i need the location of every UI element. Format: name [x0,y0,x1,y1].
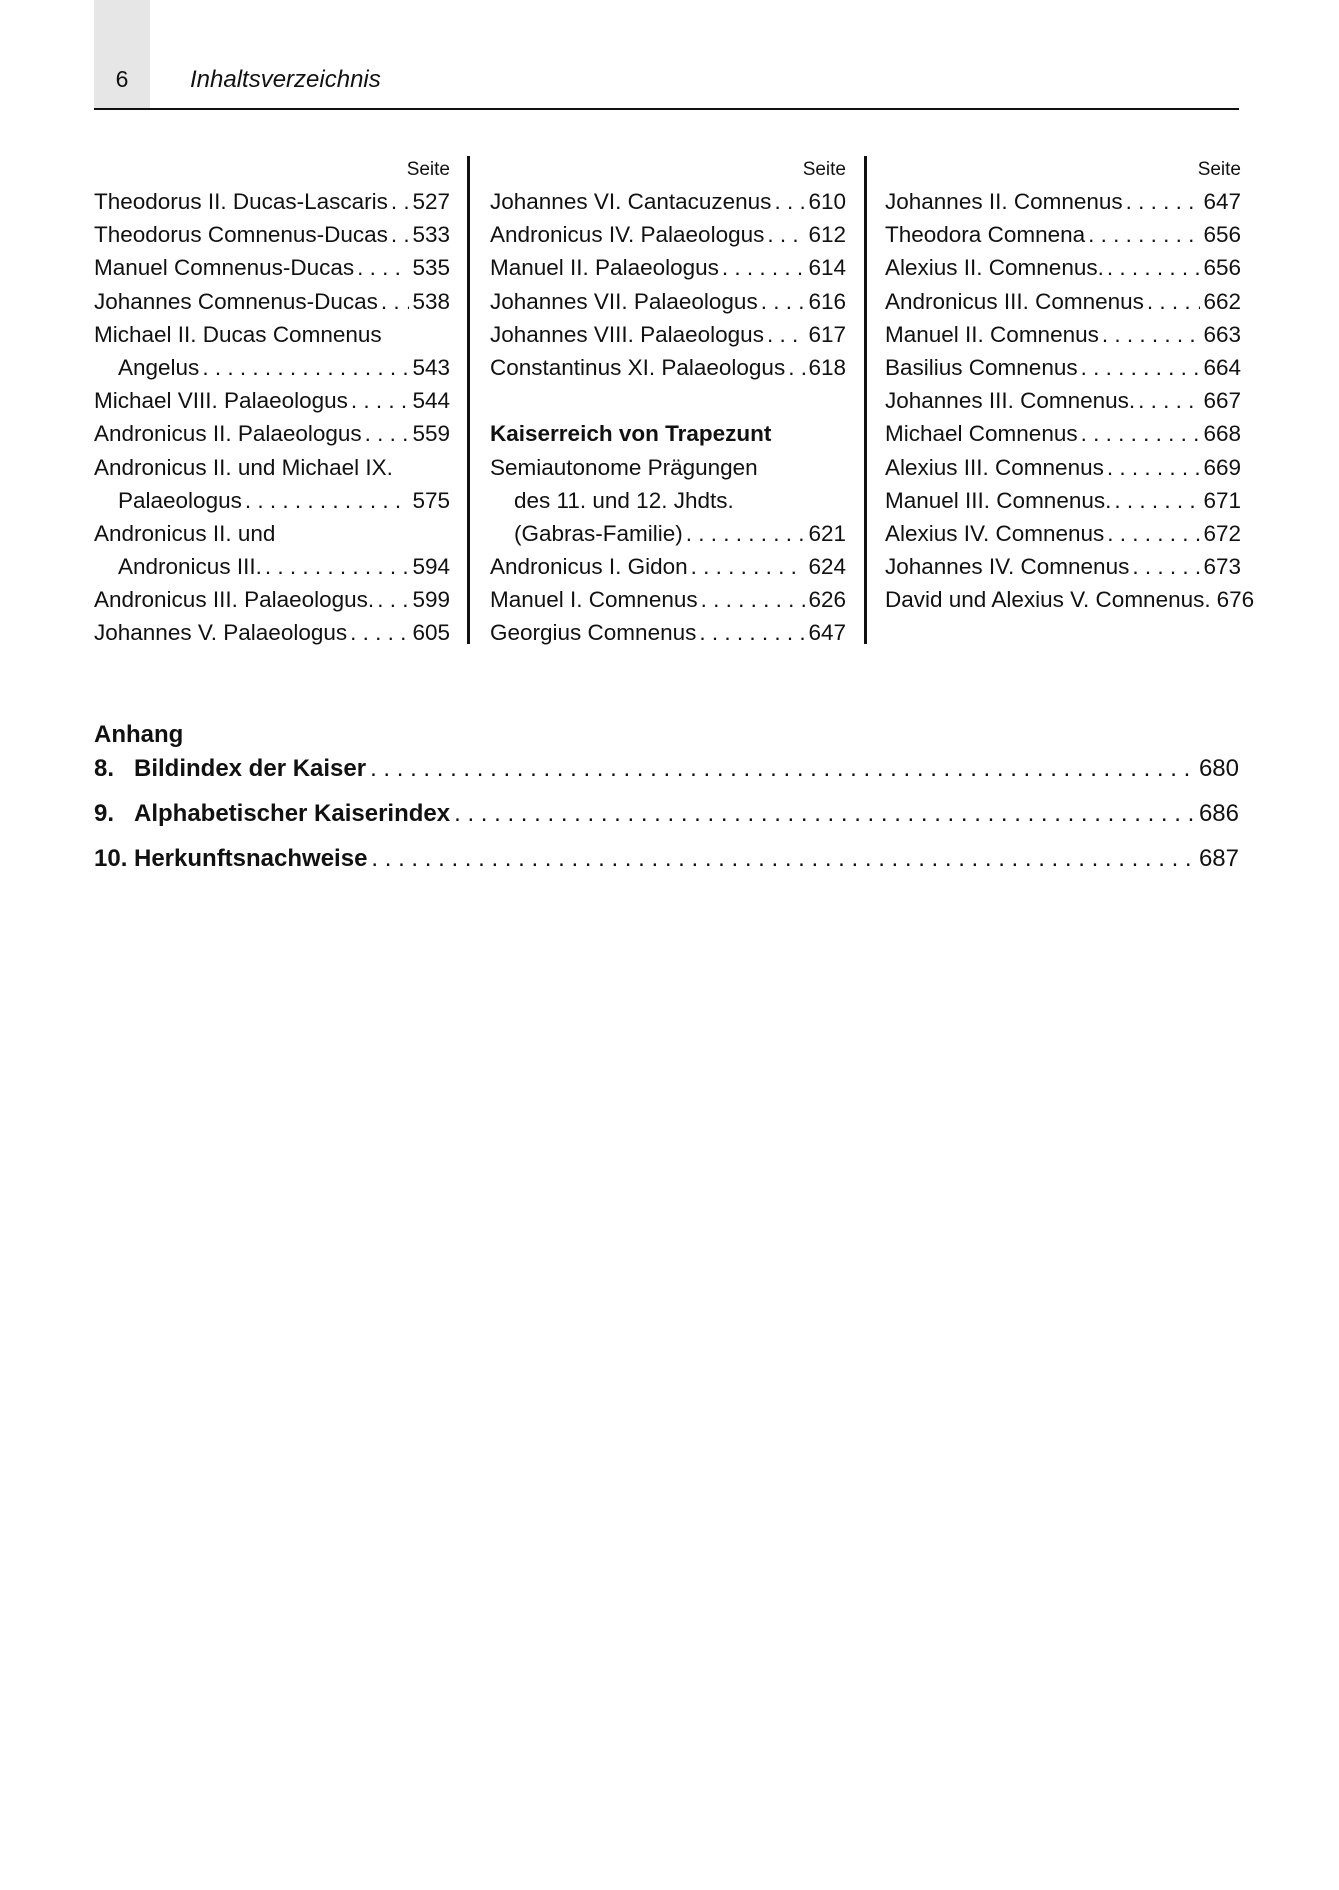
dot-leader [686,517,806,550]
toc-entry[interactable] [490,517,846,550]
dot-leader [351,384,410,417]
toc-section-heading: Kaiserreich von Trapezunt [490,421,772,447]
dot-leader [1107,517,1200,550]
toc-entry[interactable] [94,318,450,351]
dot-leader [701,583,806,616]
toc-entry-page: 559 [412,421,450,447]
seite-label: Seite [406,159,450,180]
toc-entry-page: 605 [412,620,450,646]
toc-entry-title: Andronicus II. und Michael IX. [94,454,393,480]
toc-entry-title: David und Alexius V. Comnenus. [885,587,1211,613]
toc-entry-title: Andronicus III. Comnenus [885,288,1144,314]
dot-leader [1147,285,1201,318]
column-divider [864,156,867,644]
toc-entry[interactable] [885,285,1241,318]
dot-leader [1102,318,1201,351]
toc-entry-page: 612 [808,222,846,248]
toc-entry[interactable] [885,583,1255,616]
toc-entry[interactable] [94,550,450,583]
toc-entry[interactable] [94,451,450,484]
dot-leader [767,318,806,351]
toc-entry-title: Johannes III. Comnenus. [885,388,1136,414]
toc-entry-page: 672 [1203,520,1241,546]
appendix-entry-title: Alphabetischer Kaiserindex [134,800,451,827]
toc-entry-title: Manuel I. Comnenus [490,587,698,613]
dot-leader [391,218,410,251]
appendix-heading: Anhang [94,721,184,748]
dot-leader [1107,251,1201,284]
toc-entry-page: 599 [412,587,450,613]
dot-leader [370,755,1195,783]
toc-entry-title: Theodorus II. Ducas-Lascaris [94,189,388,214]
dot-leader [767,218,805,251]
toc-entry[interactable] [94,517,450,550]
toc-entry-title: Angelus [118,354,200,380]
toc-entry[interactable] [490,616,846,649]
toc-entry[interactable] [94,251,450,284]
toc-entry-title: Andronicus I. Gidon [490,554,688,580]
toc-entry[interactable] [885,417,1241,450]
toc-entry-page: 676 [1216,587,1255,613]
toc-entry[interactable] [885,251,1241,284]
toc-entry-title: Michael II. Ducas Comnenus [94,321,382,347]
toc-entry-title: Johannes VII. Palaeologus [490,288,758,314]
appendix-entry-page: 687 [1198,845,1239,872]
toc-entry-page: 673 [1203,554,1241,580]
toc-entry-page: 662 [1203,288,1241,314]
toc-entry-page: 616 [808,288,846,314]
toc-entry-page: 624 [808,554,846,580]
toc-entry-page: 533 [412,222,450,248]
toc-entry[interactable] [885,318,1241,351]
toc-entry-page: 527 [412,189,450,214]
page-number: 6 [115,66,129,92]
toc-entry-page: 544 [412,388,450,414]
toc-entry-page: 621 [808,520,846,546]
toc-entry-page: 617 [808,321,846,347]
appendix-entry-page: 680 [1198,755,1239,782]
toc-entry-title: Andronicus III. [118,554,262,580]
dot-leader [722,251,806,284]
toc-entry-page: 669 [1203,454,1241,480]
toc-entry[interactable] [94,185,450,218]
running-title: Inhaltsverzeichnis [190,66,381,93]
toc-entry-title: (Gabras-Familie) [514,520,683,546]
toc-entry-title: Johannes IV. Comnenus [885,554,1130,580]
toc-entry-page: 656 [1203,255,1241,281]
dot-leader [1138,384,1200,417]
toc-entry-page: 618 [808,354,846,380]
dot-leader [761,285,806,318]
toc-entry-title: Andronicus IV. Palaeologus [490,222,765,248]
toc-entry-page: 535 [412,255,450,281]
toc-entry[interactable] [885,384,1241,417]
toc-entry[interactable] [885,550,1241,583]
dot-leader [454,800,1195,828]
toc-entry-title: Johannes VIII. Palaeologus [490,321,764,347]
dot-leader [350,616,409,649]
dot-leader [202,351,409,384]
toc-entry[interactable] [885,484,1241,517]
dot-leader [391,185,410,218]
toc-entry[interactable] [885,185,1241,218]
dot-leader [1126,185,1201,218]
dot-leader [377,583,409,616]
appendix-list [94,755,1239,890]
appendix-section [94,715,1239,890]
toc-entry[interactable] [94,583,450,616]
appendix-entry-number: 10. [94,845,128,872]
dot-leader [1081,417,1201,450]
toc-entry-title: des 11. und 12. Jhdts. [514,487,734,513]
toc-entry[interactable] [94,384,450,417]
toc-entry-title: Manuel II. Comnenus [885,321,1099,347]
toc-entry[interactable] [94,285,450,318]
toc-entry-title: Johannes II. Comnenus [885,189,1123,214]
toc-entry-title: Michael Comnenus [885,421,1078,447]
toc-entry-title: Andronicus II. und [94,520,276,546]
toc-entry[interactable] [885,451,1241,484]
page-header [94,0,1239,110]
dot-leader [699,616,805,649]
toc-entry-title: Johannes V. Palaeologus [94,620,348,646]
toc-entry[interactable] [94,616,450,649]
dot-leader [1088,218,1200,251]
toc-entry-title: Andronicus III. Palaeologus. [94,587,375,613]
dot-leader [788,351,805,384]
dot-leader [265,550,410,583]
dot-leader [365,417,410,450]
dot-leader [381,285,410,318]
toc-entry-title: Theodora Comnena [885,222,1086,248]
toc-entry-page: 626 [808,587,846,613]
toc-entry-page: 538 [412,288,450,314]
toc-entry[interactable] [490,285,846,318]
dot-leader [371,845,1195,873]
toc-entry-title: Semiautonome Prägungen [490,454,758,480]
toc-entry-title: Andronicus II. Palaeologus [94,421,362,447]
toc-entry-page: 647 [808,620,846,646]
appendix-entry-title: Bildindex der Kaiser [134,755,367,782]
seite-label: Seite [802,159,846,180]
toc-column-3 [885,155,1255,616]
dot-leader [1081,351,1201,384]
dot-leader [1114,484,1200,517]
toc-entry[interactable] [490,185,846,218]
appendix-entry-number: 9. [94,800,115,827]
column-divider [467,156,470,644]
toc-entry-page: 663 [1203,321,1241,347]
appendix-entry[interactable] [94,800,1239,845]
toc-entry[interactable] [490,583,846,616]
appendix-entry-page: 686 [1198,800,1239,827]
toc-entry-title: Theodorus Comnenus-Ducas [94,222,388,248]
appendix-entry[interactable] [94,755,1239,800]
toc-entry[interactable] [885,351,1241,384]
toc-entry-page: 667 [1203,388,1241,414]
toc-entry-title: Michael VIII. Palaeologus [94,388,348,414]
toc-entry-page: 664 [1203,354,1241,380]
toc-entry[interactable] [94,351,450,384]
dot-leader [1132,550,1200,583]
toc-entry[interactable] [490,218,846,251]
appendix-entry-title: Herkunftsnachweise [134,845,368,872]
seite-label: Seite [1197,159,1241,180]
toc-entry-page: 656 [1203,222,1241,248]
toc-column-2 [490,155,846,650]
toc-entry-title: Palaeologus [118,487,242,513]
toc-entry-title: Manuel II. Palaeologus [490,255,719,281]
toc-entry[interactable] [490,318,846,351]
toc-entry-title: Alexius III. Comnenus [885,454,1104,480]
dot-leader [357,251,409,284]
toc-entry-title: Johannes VI. Cantacuzenus [490,189,772,214]
dot-leader [691,550,806,583]
toc-entry-title: Manuel III. Comnenus. [885,487,1112,513]
toc-entry-title: Basilius Comnenus [885,354,1078,380]
appendix-entry[interactable] [94,845,1239,890]
toc-entry-title: Manuel Comnenus-Ducas [94,255,355,281]
toc-entry-page: 575 [412,487,450,513]
dot-leader [774,185,805,218]
toc-entry-page: 594 [412,554,450,580]
toc-entry-title: Johannes Comnenus-Ducas [94,288,378,314]
page-number-box [94,0,150,108]
toc-entry[interactable] [490,251,846,284]
toc-entry[interactable] [94,218,450,251]
toc-entry[interactable] [885,218,1241,251]
toc-entry-page: 647 [1203,189,1241,214]
toc-entry[interactable] [94,417,450,450]
toc-entry[interactable] [94,484,450,517]
toc-entry[interactable] [490,550,846,583]
toc-entry-page: 668 [1203,421,1241,447]
toc-entry-title: Alexius IV. Comnenus [885,520,1105,546]
toc-entry-title: Constantinus XI. Palaeologus [490,354,786,380]
toc-entry[interactable] [490,484,846,517]
toc-entry-page: 614 [808,255,846,281]
toc-entry-page: 543 [412,354,450,380]
toc-entry-page: 671 [1203,487,1241,513]
toc-entry-title: Alexius II. Comnenus. [885,255,1104,281]
toc-entry[interactable] [490,451,846,484]
toc-entry[interactable] [885,517,1241,550]
toc-entry-title: Georgius Comnenus [490,620,697,646]
toc-entry-page: 610 [808,189,846,214]
appendix-entry-number: 8. [94,755,115,782]
dot-leader [245,484,410,517]
spacer [490,384,846,417]
dot-leader [1107,451,1201,484]
toc-column-1 [94,155,450,650]
toc-entry[interactable] [490,351,846,384]
